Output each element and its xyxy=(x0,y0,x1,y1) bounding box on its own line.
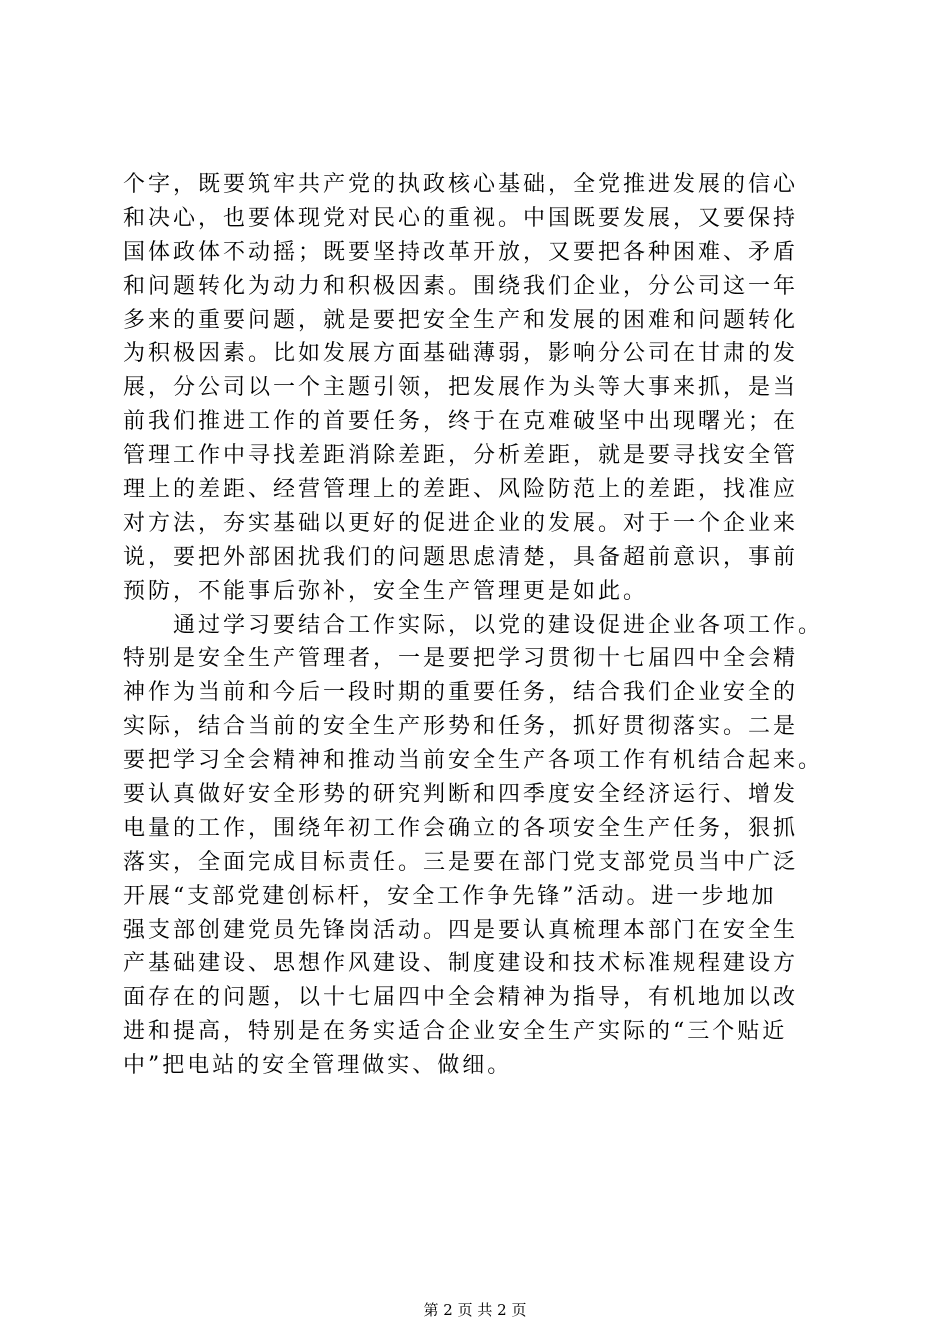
text-line: 对方法，夯实基础以更好的促进企业的发展。对于一个企业来 xyxy=(123,510,799,536)
text-line: 预防，不能事后弥补，安全生产管理更是如此。 xyxy=(123,578,649,604)
paragraph-start-line: 通过学习要结合工作实际，以党的建设促进企业各项工作。 xyxy=(123,612,824,638)
text-line: 强支部创建党员先锋岗活动。四是要认真梳理本部门在安全生 xyxy=(123,917,799,943)
text-line: 要把学习全会精神和推动当前安全生产各项工作有机结合起来。 xyxy=(123,748,824,774)
text-line: 前我们推进工作的首要任务，终于在克难破坚中出现曙光；在 xyxy=(123,409,799,435)
text-line: 和问题转化为动力和积极因素。围绕我们企业，分公司这一年 xyxy=(123,273,799,299)
text-line: 落实，全面完成目标责任。三是要在部门党支部党员当中广泛 xyxy=(123,849,799,875)
text-line: 要认真做好安全形势的研究判断和四季度安全经济运行、增发 xyxy=(123,782,799,808)
text-line: 中”把电站的安全管理做实、做细。 xyxy=(123,1053,513,1079)
text-line: 个字，既要筑牢共产党的执政核心基础，全党推进发展的信心 xyxy=(123,172,799,197)
text-line: 说，要把外部困扰我们的问题思虑清楚，具备超前意识，事前 xyxy=(123,544,799,570)
text-line: 理上的差距、经营管理上的差距、风险防范上的差距，找准应 xyxy=(123,477,799,503)
text-line: 和决心，也要体现党对民心的重视。中国既要发展，又要保持 xyxy=(123,205,799,231)
body-text xyxy=(123,168,835,1083)
text-line: 产基础建设、思想作风建设、制度建设和技术标准规程建设方 xyxy=(123,951,799,977)
text-line: 展，分公司以一个主题引领，把发展作为头等大事来抓，是当 xyxy=(123,375,799,401)
text-line: 管理工作中寻找差距消除差距，分析差距，就是要寻找安全管 xyxy=(123,443,799,469)
text-line: 多来的重要问题，就是要把安全生产和发展的困难和问题转化 xyxy=(123,307,799,333)
text-line: 实际，结合当前的安全生产形势和任务，抓好贯彻落实。二是 xyxy=(123,714,799,740)
page-number-footer: 第 2 页 共 2 页 xyxy=(423,1301,527,1319)
text-line: 为积极因素。比如发展方面基础薄弱，影响分公司在甘肃的发 xyxy=(123,341,799,367)
text-line: 国体政体不动摇；既要坚持改革开放，又要把各种困难、矛盾 xyxy=(123,239,799,265)
text-line: 面存在的问题，以十七届四中全会精神为指导，有机地加以改 xyxy=(123,985,799,1011)
text-line: 进和提高，特别是在务实适合企业安全生产实际的“三个贴近 xyxy=(123,1019,788,1045)
text-line: 开展“支部党建创标杆，安全工作争先锋”活动。进一步地加 xyxy=(123,883,777,909)
text-line: 电量的工作，围绕年初工作会确立的各项安全生产任务，狠抓 xyxy=(123,815,799,841)
text-line: 特别是安全生产管理者，一是要把学习贯彻十七届四中全会精 xyxy=(123,646,799,672)
text-line: 神作为当前和今后一段时期的重要任务，结合我们企业安全的 xyxy=(123,680,799,706)
